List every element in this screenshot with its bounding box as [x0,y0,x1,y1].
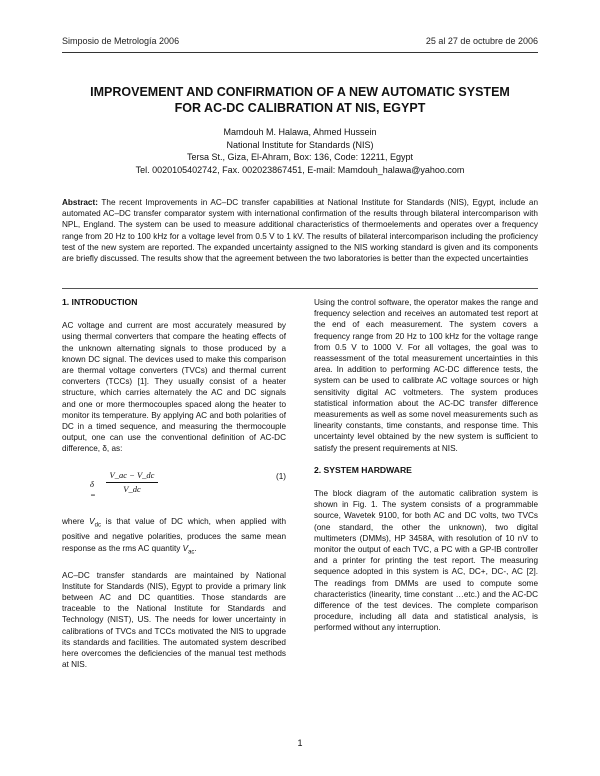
author-contact: Tel. 0020105402742, Fax. 002023867451, E-mail: Mamdouh_halawa@yahoo.com [135,164,465,175]
intro-p2-v: V [89,516,95,526]
intro-p2-post: is that value of DC which, when applied with positive and negative polarities, produces the same mean response as the rms AC quantity [62,516,287,553]
left-column [62,297,286,681]
author-names: Mamdouh M. Halawa, Ahmed Hussein [223,127,377,137]
abstract [62,197,538,264]
equation-denominator: V_dc [123,483,141,494]
intro-p2-end: . [194,543,197,553]
paper-title [40,84,560,116]
author-address: Tersa St., Giza, El-Ahram, Box: 136, Code: 12211, Egypt [187,152,413,162]
intro-paragraph-3: AC–DC transfer standards are maintained by National Institute for Standards (NIS), Egypt to provide a primary link between AC and DC quantities. Those standards are traceable to the National Institute for Standards and Technology (NIST), US. The needs for lower uncertainty in calibrations of TVCs and TCCs motivated the NIS to upgrade its standards and facilities. The automated system described here overcomes the deficiencies of the manual test methods at NIS. [62,570,286,670]
equation-lhs: δ = [90,478,96,500]
right-paragraph-1: Using the control software, the operator makes the range and frequency selection and receives an automated test report at the end of each measurement. The system covers a frequency range from 20 Hz to 100 kHz for the voltage range from 0.5 V to 1000 V. For all voltages, the goal was to reassessment of the total measurement uncertainties in this area. In addition to performing AC-DC difference tests, the system can be used to calibrate AC voltage sources or high sensitivity digital AC voltmeters. The system produces statistical information about the AC-DC transfer difference measurements as well as some novel measurements such as linearity constants, time constants, and response time. This uncertainty level obtained by the new system is sufficient to satisfy the present requirements at NIS. [314,298,538,453]
intro-p2-pre: where [62,516,90,526]
author-block [40,126,560,176]
equation-number: (1) [275,471,286,481]
abstract-label: Abstract: [62,198,98,207]
equation-fraction [106,470,158,495]
equation-1 [62,466,286,506]
page-number: 1 [297,738,303,748]
equation-numerator: V_ac − V_dc [106,470,158,483]
running-header-right: 25 al 27 de octubre de 2006 [425,36,538,46]
section-heading-introduction: 1. INTRODUCTION [62,297,138,307]
intro-p2-sub: dc [94,522,101,529]
abstract-text: The recent Improvements in AC–DC transfer capabilities at National Institute for Standards (NIS), Egypt, include an automated AC–DC transfer comparator system with international confirmation of the results through bilateral intercomparison with NPL, England. The system can be used to measure additional characteristics of thermoelements and operates over a frequency range from 20 Hz to 100 kHz for a voltage level from 0.5 V to 1 kV. The results of bilateral intercomparison including the proficiency test of the new system are reported. The expanded uncertainty assigned to the NIS working standard is given and its components are briefly discussed. The results show that the agreement between the two laboratories is better than the expected uncertainties [62,198,538,264]
intro-paragraph-2 [62,516,286,559]
intro-paragraph-1: AC voltage and current are most accurately measured by using thermal converters that compare the heating effects of the unknown alternating signals to those produced by a known DC signal. The devices used to make this comparison are thermal voltage converters (TVCs) and thermal current converters (TCCs) [1]. They usually consist of a heater structure, which carries alternately the AC and DC signals and one or more thermocouples spaced along the heater to monitor its temperature. By applying AC and both polarities of DC in a timed sequence, and measuring the thermocouple output, one can use the conventional definition of AC-DC difference, δ, as: [62,321,286,454]
intro-p2-sub2: ac [188,549,195,556]
author-institute: National Institute for Standards (NIS) [226,139,374,150]
section-heading-system-hardware: 2. SYSTEM HARDWARE [314,464,412,475]
right-paragraph-2: The block diagram of the automatic calibration system is shown in Fig. 1. The system consists of a programmable source, Wavetek 9100, for both AC and DC volts, two TVCs (one standard, the other the unknown), two digital multimeters (DMMs), HP 3458A, with resolution of 10 nV to monitor the output of each TVC, a PC with a GP-IB controller and a printer for printing the test report. The measuring sequence adopted in this system is AC, DC+, DC-, AC [2]. The readings from DMMs are used to compute some characteristics (linearity, time constant …etc.) and the AC-DC difference of the test devices. The complete comparison procedure, including all data and statistical analysis, is performed without any interruption. [314,489,538,633]
title-line-1: IMPROVEMENT AND CONFIRMATION OF A NEW AUTOMATIC SYSTEM [90,85,510,99]
abstract-divider [62,288,538,289]
running-header-left: Simposio de Metrología 2006 [62,36,180,46]
intro-p2-v2: V [182,543,189,553]
right-column [314,297,538,645]
title-line-2: FOR AC-DC CALIBRATION AT NIS, EGYPT [174,101,426,115]
header-divider [62,52,538,53]
